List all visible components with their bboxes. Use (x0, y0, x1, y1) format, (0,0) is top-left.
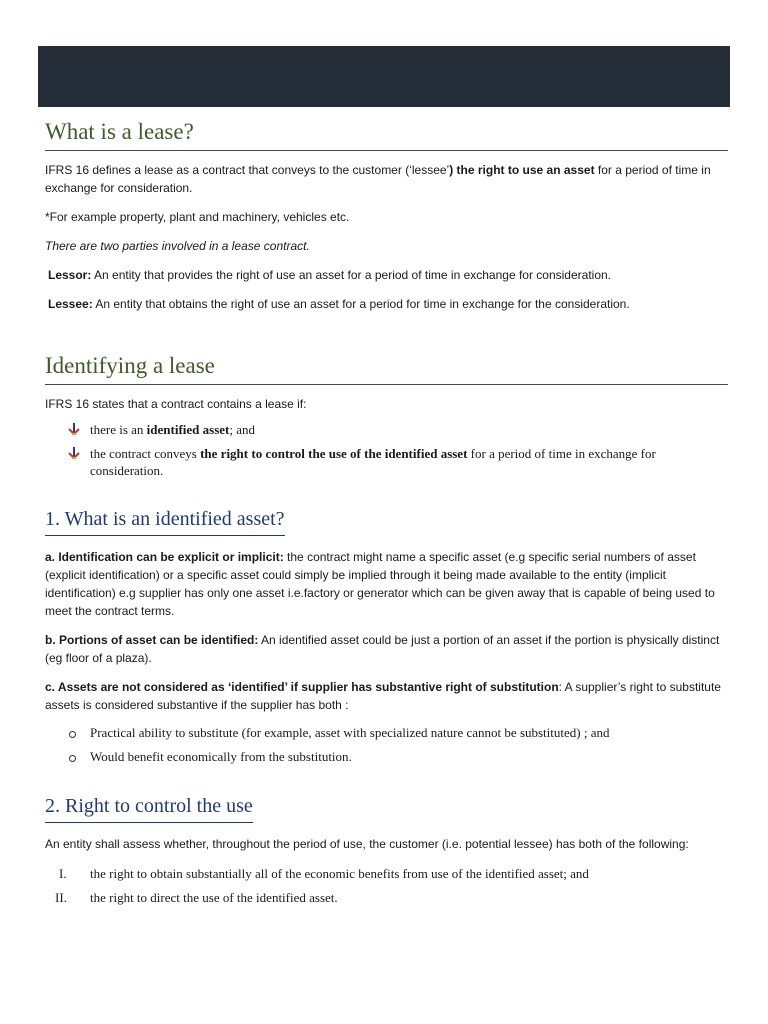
lease-definition: IFRS 16 defines a lease as a contract that conveys to the customer (‘lessee’) the right to use an asset for a period of time in exchange for consideration. (45, 163, 711, 195)
arrow-bullet-icon (45, 421, 90, 439)
heading-right-to-control: 2. Right to control the use (45, 792, 253, 823)
arrow-bullet-icon (45, 445, 90, 463)
circle-bullet-icon (45, 724, 90, 742)
right-to-control-intro: An entity shall assess whether, throughout the period of use, the customer (i.e. potential lessee) has both of the following: (45, 837, 689, 851)
identifying-intro: IFRS 16 states that a contract contains a lease if: (45, 397, 307, 411)
document-body (45, 117, 725, 907)
circle-bullet-icon (45, 748, 90, 766)
identified-asset-b: b. Portions of asset can be identified: An identified asset could be just a portion of an asset if the portion is physically distinct (eg floor of a plaza). (45, 633, 720, 665)
list-item: II. the right to direct the use of the identified asset. (55, 890, 338, 905)
list-item: Would benefit economically from the substitution. (45, 748, 725, 766)
heading-identifying-a-lease: Identifying a lease (45, 351, 728, 385)
list-item: there is an identified asset; and (45, 421, 725, 439)
lease-example: *For example property, plant and machinery, vehicles etc. (45, 210, 350, 224)
heading-what-is-a-lease: What is a lease? (45, 117, 728, 151)
lessor-definition: Lessor: An entity that provides the right of use an asset for a period of time in exchange for consideration. (48, 268, 611, 282)
lessee-definition: Lessee: An entity that obtains the right of use an asset for a period for time in exchange for the consideration. (48, 297, 630, 311)
list-item: I. the right to obtain substantially all of the economic benefits from use of the identified asset; and (59, 866, 589, 881)
list-item: Practical ability to substitute (for example, asset with specialized nature cannot be substituted) ; and (45, 724, 725, 742)
list-item: the contract conveys the right to control the use of the identified asset for a period of time in exchange for consideration. (45, 445, 725, 479)
identified-asset-c: c. Assets are not considered as ‘identified’ if supplier has substantive right of substitution: A supplier’s right to substitute assets is considered substantive if the supplier has both : (45, 680, 721, 712)
heading-identified-asset: 1. What is an identified asset? (45, 505, 285, 536)
identified-asset-a: a. Identification can be explicit or implicit: the contract might name a specific asset (e.g specific serial numbers of asset (explicit identification) or a specific asset could simply be implied through it being made available to the entity (implicit identification) e.g supplier has only one asset i.e.factory or generator which can be given away that is capable of being used to meet the contract terms. (45, 550, 715, 618)
header-banner (38, 46, 730, 107)
parties-intro: There are two parties involved in a lease contract. (45, 239, 310, 253)
